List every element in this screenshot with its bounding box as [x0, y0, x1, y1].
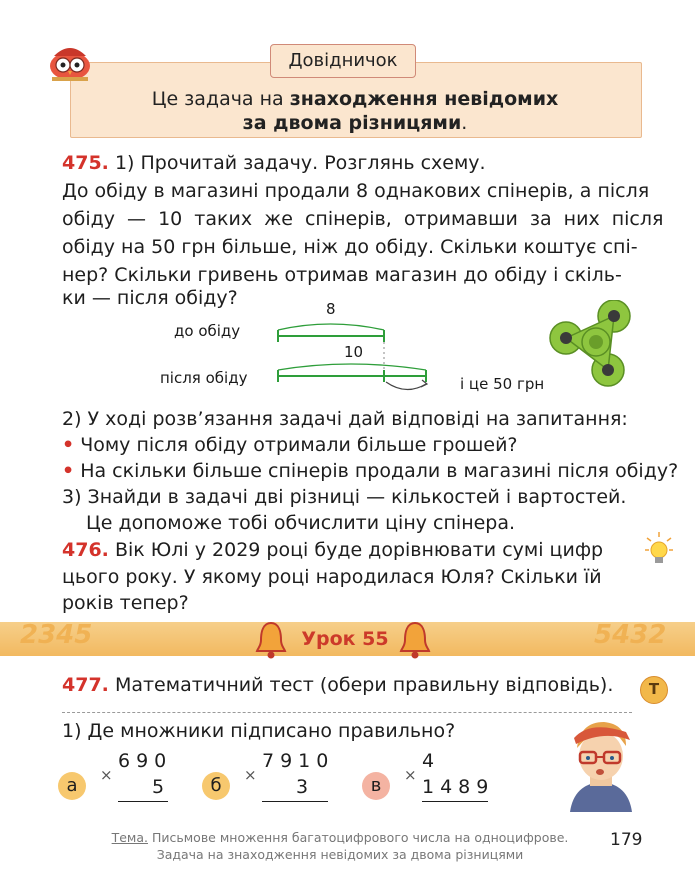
task-476-line-3: років тепер? [62, 592, 189, 614]
lesson-deco-right: 5432 [594, 620, 667, 650]
option-c-top: 4 [422, 750, 441, 772]
reference-line-2: за двома різницями. [242, 112, 468, 134]
task-477-title: 477. Математичний тест (обери правильну відповідь). [62, 674, 614, 696]
task-475-line-2: До обіду в магазині продали 8 однакових спінерів, а після [62, 180, 650, 202]
option-b-bottom: 3 [296, 776, 315, 798]
option-a-top: 690 [118, 750, 173, 772]
task-475-part-2: 2) У ході розв’язання задачі дай відповіді на запитання: [62, 408, 628, 430]
reference-tab: Довідничок [270, 44, 416, 78]
diagram-extra-label: і це 50 грн [460, 375, 545, 393]
option-a-bottom: 5 [152, 776, 171, 798]
task-475-part-3: 3) Знайди в задачі дві різниці — кількостей і вартостей. [62, 486, 627, 508]
task-number: 477. [62, 674, 109, 696]
task-475-line-3: обіду — 10 таких же спінерів, отримавши за них після [62, 208, 664, 230]
boy-illustration-icon [560, 712, 642, 812]
task-476-line-1: 476. Вік Юлі у 2029 році буде дорівнювати сумі цифр [62, 539, 604, 561]
times-sign: × [100, 766, 113, 784]
task-476-line-2: цього року. У якому році народилася Юля? Скільки їй [62, 566, 602, 588]
option-b-top: 7910 [262, 750, 335, 772]
bell-icon [254, 620, 288, 660]
bullet-dot: • [62, 460, 75, 482]
option-c-underline [422, 801, 488, 802]
diagram-label-before: до обіду [174, 322, 241, 340]
owl-mascot-icon [44, 40, 96, 82]
task-475-line-5: нер? Скільки гривень отримав магазин до обіду і скіль- [62, 264, 622, 286]
task-475-line-6: ки — після обіду? [62, 287, 238, 309]
task-475-line-1: 475. 1) Прочитай задачу. Розглянь схему. [62, 152, 486, 174]
option-a-underline [118, 801, 168, 802]
test-badge: Т [640, 676, 668, 704]
segment-diagram [270, 310, 440, 400]
diagram-value-before: 8 [326, 300, 336, 318]
option-b-underline [262, 801, 328, 802]
times-sign: × [404, 766, 417, 784]
option-c-bottom: 1489 [422, 776, 495, 798]
page-number: 179 [610, 830, 643, 850]
lightbulb-icon [644, 530, 674, 570]
task-number: 476. [62, 539, 109, 561]
lesson-title: Урок 55 [301, 628, 389, 650]
bullet-dot: • [62, 434, 75, 456]
dashed-divider [62, 712, 632, 713]
bullet-item: • На скільки більше спінерів продали в магазині після обіду? [62, 460, 679, 482]
lesson-deco-left: 2345 [20, 620, 93, 650]
bullet-item: • Чому після обіду отримали більше грошей? [62, 434, 518, 456]
fidget-spinner-icon [546, 300, 646, 390]
times-sign: × [244, 766, 257, 784]
diagram-value-after: 10 [344, 343, 364, 361]
task-number: 475. [62, 152, 109, 174]
option-a-badge[interactable]: а [58, 772, 86, 800]
footer-topic-line-2: Задача на знаходження невідомих за двома різницями [156, 847, 524, 862]
task-475-part-3-cont: Це допоможе тобі обчислити ціну спінера. [86, 512, 516, 534]
bell-icon [398, 620, 432, 660]
footer-topic-line: Тема. Письмове множення багатоцифрового числа на одноцифрове. [111, 830, 569, 845]
reference-line-1: Це задача на знаходження невідомих [151, 88, 559, 110]
option-c-badge[interactable]: в [362, 772, 390, 800]
task-477-question: 1) Де множники підписано правильно? [62, 720, 456, 742]
diagram-label-after: після обіду [160, 369, 248, 387]
option-b-badge[interactable]: б [202, 772, 230, 800]
task-475-line-4: обіду на 50 грн більше, ніж до обіду. Скільки коштує спі- [62, 236, 638, 258]
